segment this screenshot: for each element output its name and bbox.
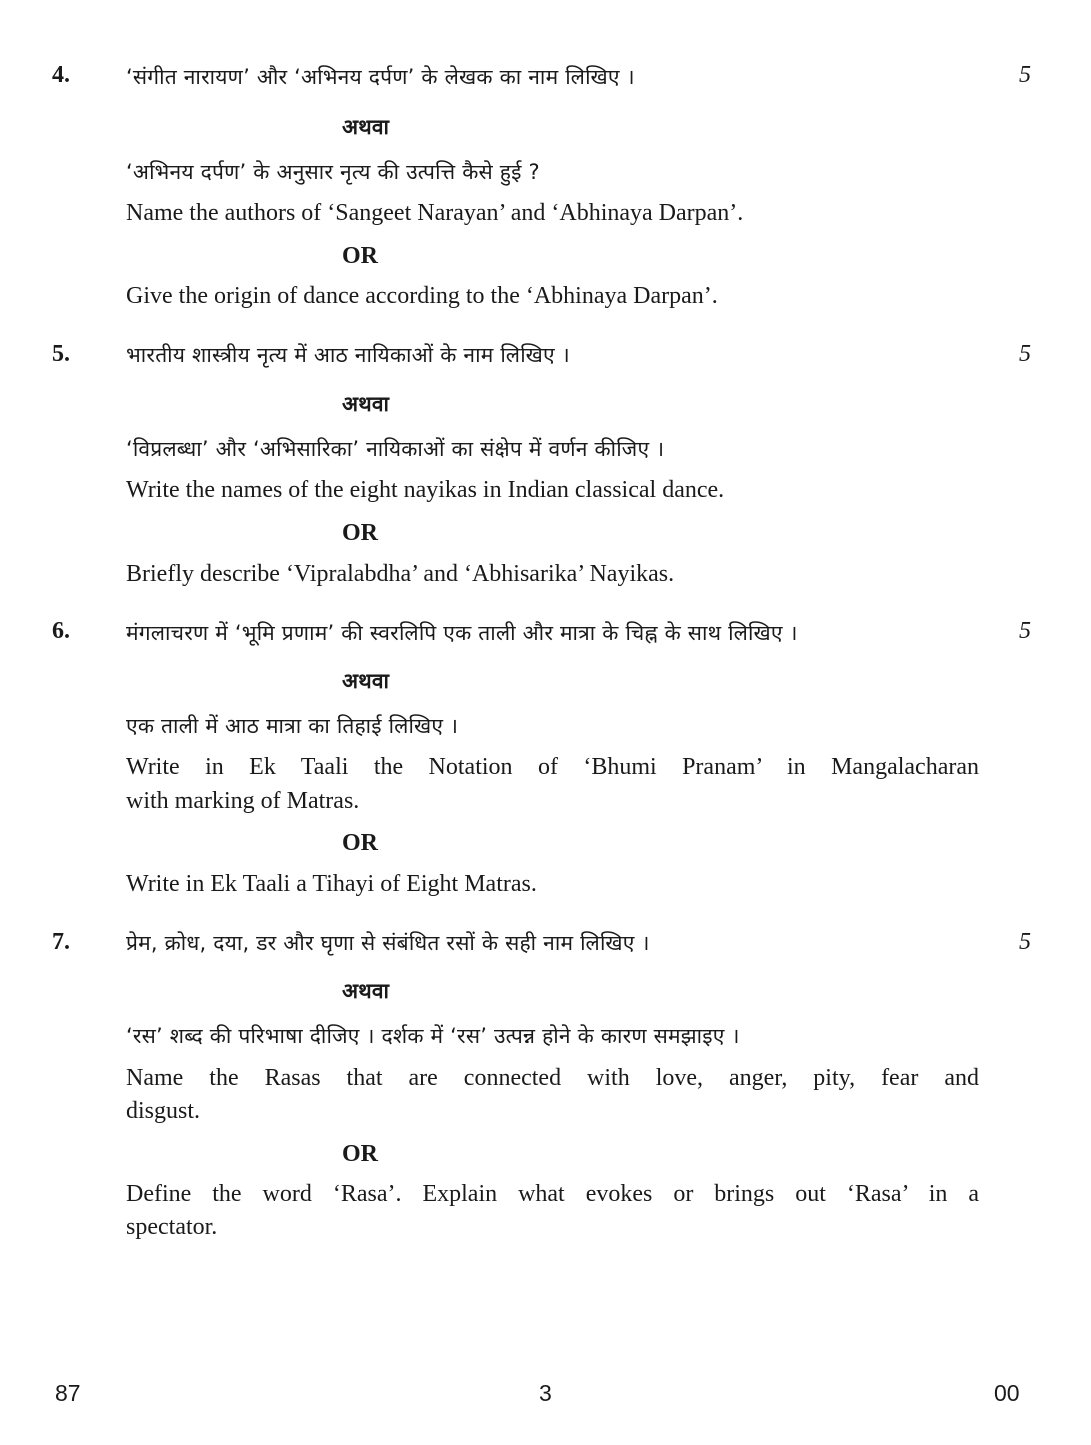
question-marks: 5 [1019, 341, 1031, 367]
english-alternative-line-2: spectator. [126, 1214, 218, 1240]
english-question-line-2: disgust. [126, 1098, 201, 1124]
english-alternative-question: Give the origin of dance according to the ‘Abhinaya Darpan’. [126, 283, 718, 309]
hindi-question: प्रेम, क्रोध, दया, डर और घृणा से संबंधित रसों के सही नाम लिखिए । [126, 931, 650, 955]
footer-code-right: 00 [994, 1380, 1020, 1406]
hindi-or-label: अथवा [342, 115, 390, 139]
question-marks: 5 [1019, 929, 1031, 955]
english-or-label: OR [342, 1141, 378, 1167]
english-or-label: OR [342, 243, 378, 269]
english-question-line-1: Write in Ek Taali the Notation of ‘Bhumi Pranam’ in Mangalacharan [126, 754, 979, 780]
question-number: 4. [52, 62, 70, 88]
english-alternative-question: Write in Ek Taali a Tihayi of Eight Matras. [126, 871, 537, 897]
english-question-line-1: Name the Rasas that are connected with love, anger, pity, fear and [126, 1065, 979, 1091]
hindi-question: भारतीय शास्त्रीय नृत्य में आठ नायिकाओं के नाम लिखिए । [126, 343, 570, 367]
hindi-alternative-question: ‘रस’ शब्द की परिभाषा दीजिए । दर्शक में ‘रस’ उत्पन्न होने के कारण समझाइए । [126, 1024, 740, 1048]
footer-code-left: 87 [55, 1380, 81, 1406]
english-or-label: OR [342, 830, 378, 856]
english-alternative-line-1: Define the word ‘Rasa’. Explain what evokes or brings out ‘Rasa’ in a [126, 1181, 979, 1207]
page-number: 3 [539, 1380, 552, 1406]
english-question: Write the names of the eight nayikas in Indian classical dance. [126, 477, 725, 503]
hindi-alternative-question: ‘अभिनय दर्पण’ के अनुसार नृत्य की उत्पत्ति कैसे हुई ? [126, 160, 540, 184]
hindi-alternative-question: ‘विप्रलब्धा’ और ‘अभिसारिका’ नायिकाओं का संक्षेप में वर्णन कीजिए । [126, 437, 665, 461]
hindi-or-label: अथवा [342, 669, 390, 693]
question-number: 7. [52, 929, 70, 955]
question-number: 6. [52, 618, 70, 644]
english-question-line-2: with marking of Matras. [126, 788, 360, 814]
english-or-label: OR [342, 520, 378, 546]
hindi-or-label: अथवा [342, 392, 390, 416]
question-marks: 5 [1019, 62, 1031, 88]
question-number: 5. [52, 341, 70, 367]
hindi-alternative-question: एक ताली में आठ मात्रा का तिहाई लिखिए । [126, 714, 459, 738]
english-alternative-question: Briefly describe ‘Vipralabdha’ and ‘Abhisarika’ Nayikas. [126, 561, 675, 587]
english-question: Name the authors of ‘Sangeet Narayan’ and ‘Abhinaya Darpan’. [126, 200, 744, 226]
hindi-question: ‘संगीत नारायण’ और ‘अभिनय दर्पण’ के लेखक का नाम लिखिए । [126, 65, 635, 89]
hindi-question: मंगलाचरण में ‘भूमि प्रणाम’ की स्वरलिपि एक ताली और मात्रा के चिह्न के साथ लिखिए । [126, 621, 798, 645]
hindi-or-label: अथवा [342, 979, 390, 1003]
question-marks: 5 [1019, 618, 1031, 644]
